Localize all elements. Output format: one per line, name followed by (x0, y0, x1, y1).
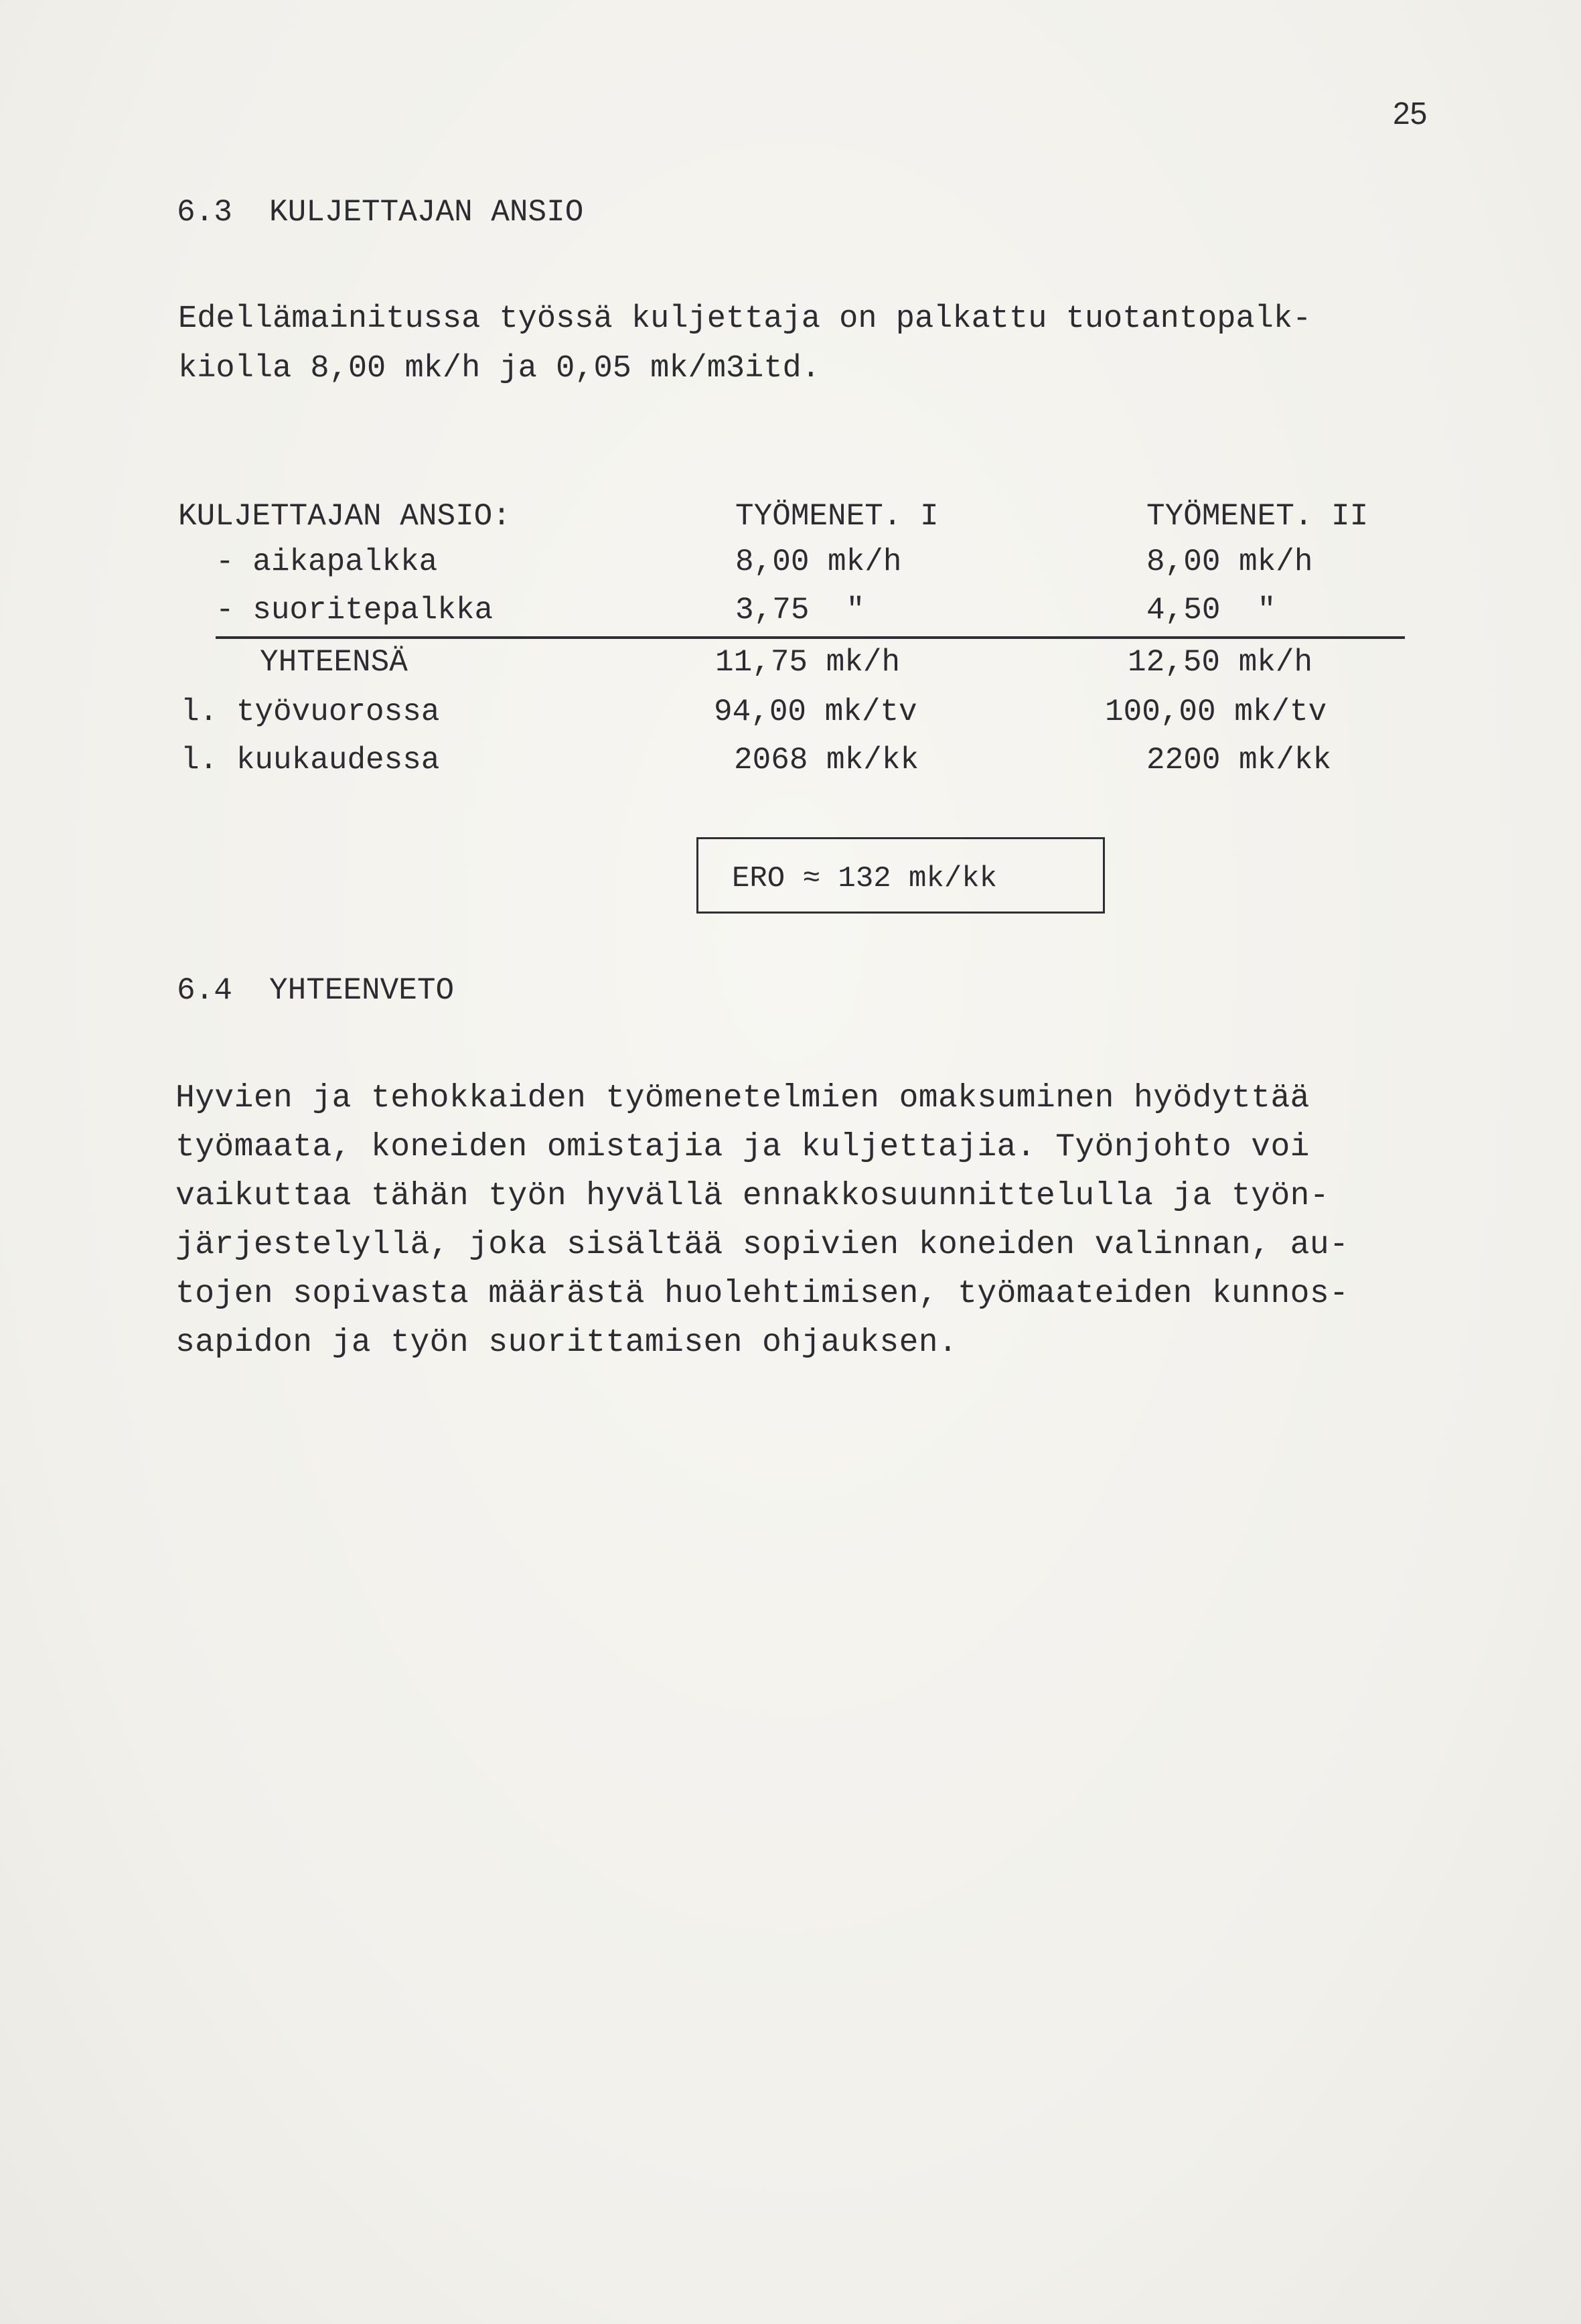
row-label-kuukaudessa: l. kuukaudessa (181, 743, 440, 778)
cell-kuukaudessa-method-1: 2068 mk/kk (734, 743, 919, 778)
paragraph-line: työmaata, koneiden omistajia ja kuljettajia. Työnjohto voi (175, 1129, 1310, 1165)
paragraph-line: Hyvien ja tehokkaiden työmenetelmien omaksuminen hyödyttää (175, 1080, 1310, 1116)
table-header-method-1: TYÖMENET. I (735, 499, 939, 534)
paragraph-line: tojen sopivasta määrästä huolehtimisen, työmaateiden kunnos- (175, 1276, 1349, 1312)
paragraph-line: vaikuttaa tähän työn hyvällä ennakkosuunnittelulla ja työn- (175, 1178, 1330, 1214)
table-header-method-2: TYÖMENET. II (1146, 499, 1369, 534)
section-6-3-paragraph (178, 295, 1311, 394)
paragraph-line: sapidon ja työn suorittamisen ohjauksen. (175, 1325, 958, 1361)
paragraph-line: järjestelyllä, joka sisältää sopivien koneiden valinnan, au- (175, 1227, 1349, 1263)
section-6-4-paragraph (175, 1074, 1349, 1368)
difference-box (696, 837, 1105, 914)
cell-kuukaudessa-method-2: 2200 mk/kk (1146, 743, 1332, 778)
row-label-aikapalkka: - aikapalkka (216, 544, 438, 579)
cell-tyovuorossa-method-1: 94,00 mk/tv (714, 695, 917, 729)
cell-suoritepalkka-method-2: 4,50 " (1146, 593, 1276, 628)
section-heading-6-4: 6.4 YHTEENVETO (177, 973, 455, 1008)
row-label-suoritepalkka: - suoritepalkka (216, 593, 494, 628)
cell-aikapalkka-method-1: 8,00 mk/h (735, 544, 902, 579)
paragraph-line: kiolla 8,00 mk/h ja 0,05 mk/m3itd. (178, 351, 820, 386)
cell-suoritepalkka-method-1: 3,75 " (735, 593, 865, 628)
cell-yhteensa-method-2: 12,50 mk/h (1128, 645, 1313, 680)
section-heading-6-3: 6.3 KULJETTAJAN ANSIO (177, 195, 584, 230)
table-sum-rule (216, 636, 1405, 639)
cell-aikapalkka-method-2: 8,00 mk/h (1146, 544, 1313, 579)
cell-tyovuorossa-method-2: 100,00 mk/tv (1105, 695, 1327, 729)
page-number: 25 (1393, 96, 1428, 131)
row-label-tyovuorossa: l. työvuorossa (181, 695, 440, 729)
cell-yhteensa-method-1: 11,75 mk/h (715, 645, 901, 680)
table-header-label: KULJETTAJAN ANSIO: (178, 499, 511, 534)
difference-text: ERO ≈ 132 mk/kk (732, 862, 998, 895)
row-label-yhteensa: YHTEENSÄ (260, 645, 408, 680)
paragraph-line: Edellämainitussa työssä kuljettaja on palkattu tuotantopalk- (178, 301, 1312, 337)
